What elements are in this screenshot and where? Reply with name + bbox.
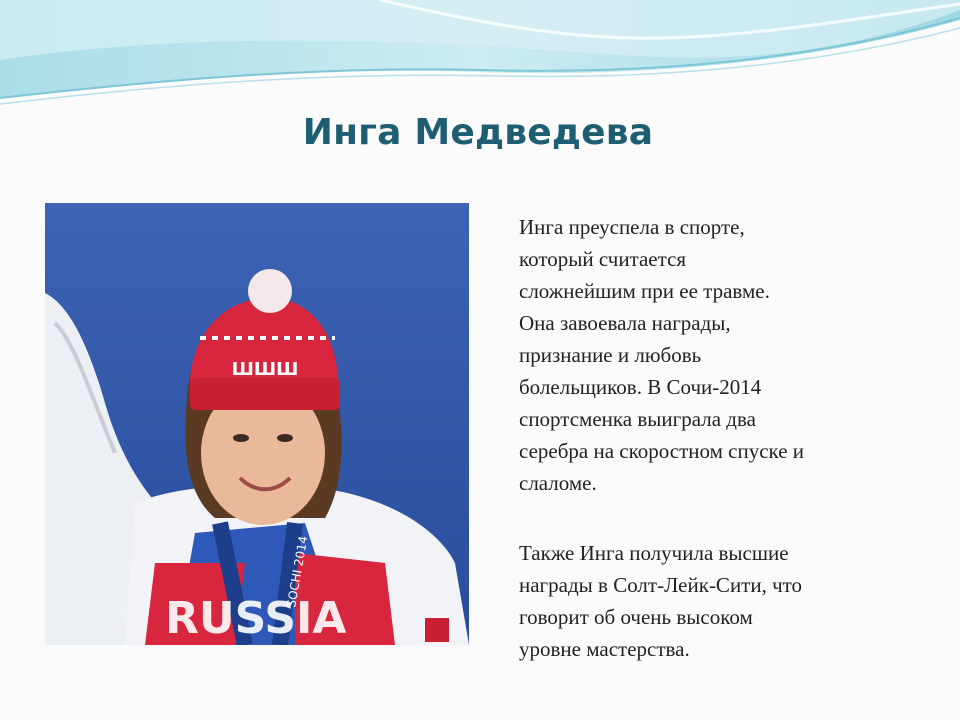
jacket-text: RUSSIA	[165, 593, 347, 644]
athlete-photo	[45, 203, 469, 645]
paragraph-1: Инга преуспела в спорте, который считается сложнейшим при ее травме. Она завоевала награды, признание и любовь болельщиков. В Сочи-2014 спортсменка выиграла два серебра на скоростном спуске и слаломе.	[519, 215, 805, 495]
page-title: Инга Медведева	[302, 112, 654, 153]
paragraph-2: Также Инга получила высшие награды в Солт-Лейк-Сити, что говорит об очень высоком уровне мастерства.	[519, 541, 803, 661]
athlete-photo-illustration	[45, 203, 469, 645]
header-wave-decoration	[0, 0, 960, 120]
lanyard-text: SOCHI 2014	[284, 534, 311, 609]
hat-pattern-text: ШШШ	[231, 359, 299, 380]
